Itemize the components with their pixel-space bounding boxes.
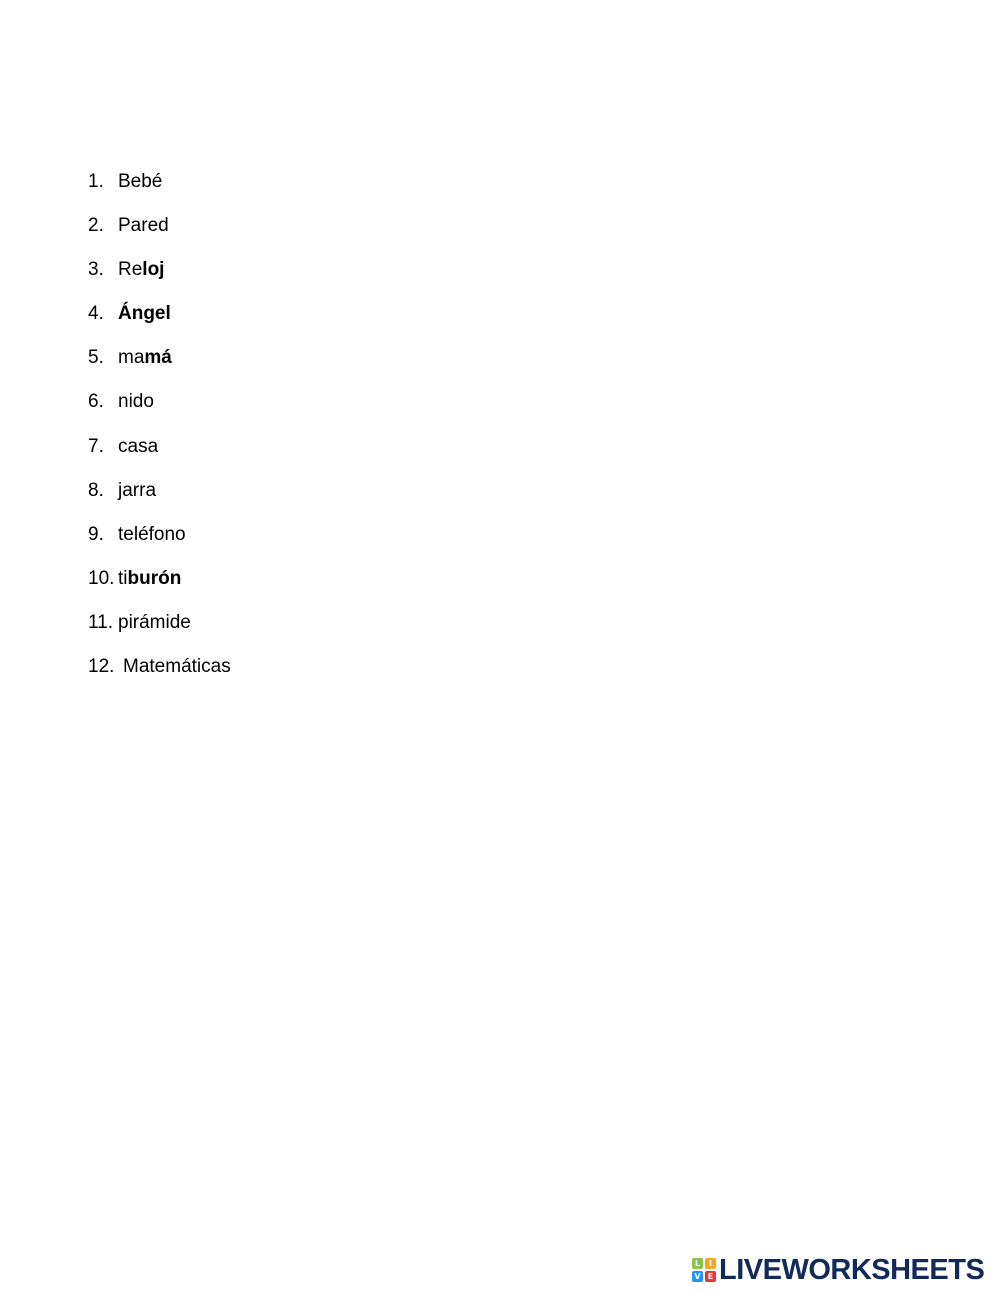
item-text: casa — [118, 435, 159, 457]
item-text: Matemáticas — [123, 656, 231, 678]
item-text-bold: loj — [142, 259, 165, 281]
logo-mark-tile: V — [692, 1271, 703, 1282]
list-item — [88, 433, 231, 477]
item-number: 5. — [88, 347, 104, 369]
list-item — [88, 477, 231, 521]
item-number: 3. — [88, 259, 104, 281]
item-text-bold: burón — [127, 567, 182, 589]
item-text: nido — [118, 391, 154, 413]
item-number: 2. — [88, 215, 104, 237]
item-text: Bebé — [118, 171, 163, 192]
item-number: 4. — [88, 303, 104, 325]
list-item — [88, 521, 231, 565]
item-text: pirámide — [118, 611, 191, 633]
list-item — [88, 168, 231, 212]
word-list — [88, 168, 231, 697]
item-text: ti — [118, 567, 128, 589]
list-item — [88, 565, 231, 609]
logo-mark-tile: L — [692, 1258, 703, 1269]
logo-mark-tile: E — [705, 1271, 716, 1282]
item-text: Re — [118, 259, 143, 281]
item-text: jarra — [118, 479, 157, 501]
list-item — [88, 344, 231, 388]
item-number: 1. — [88, 171, 104, 192]
item-number: 9. — [88, 523, 104, 545]
item-number: 10. — [88, 567, 115, 589]
item-number: 6. — [88, 391, 104, 413]
item-text: teléfono — [118, 523, 186, 545]
liveworksheets-logo — [692, 1255, 984, 1285]
item-number: 12. — [88, 656, 115, 678]
item-number: 8. — [88, 479, 104, 501]
item-number: 7. — [88, 435, 104, 457]
list-item — [88, 653, 231, 697]
list-item — [88, 609, 231, 653]
item-number: 11. — [88, 611, 114, 633]
list-item — [88, 212, 231, 256]
item-text: ma — [118, 347, 145, 369]
logo-mark-icon — [692, 1258, 716, 1282]
list-item — [88, 300, 231, 344]
list-item — [88, 256, 231, 300]
item-text: Pared — [118, 215, 169, 237]
logo-text: LIVEWORKSHEETS — [719, 1254, 985, 1286]
logo-mark-tile: I — [705, 1258, 716, 1269]
item-text-bold: má — [144, 347, 172, 369]
item-text-bold: Ángel — [118, 303, 171, 325]
list-item — [88, 388, 231, 432]
